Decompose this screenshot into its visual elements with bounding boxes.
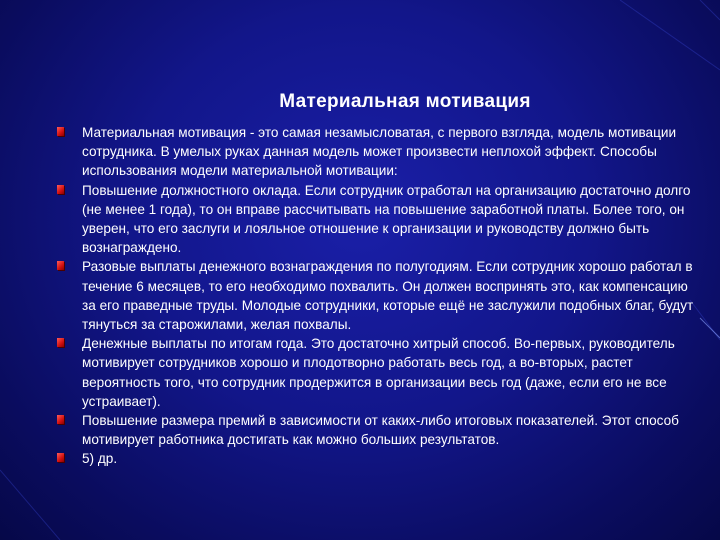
bullet-icon: [57, 453, 64, 462]
list-item: [57, 334, 697, 411]
bullet-icon: [57, 261, 64, 270]
bullet-icon: [57, 415, 64, 424]
list-item-text: Повышение должностного оклада. Если сотрудник отработал на организацию достаточно долго (не менее 1 года), то он вправе рассчитывать на повышение заработной платы. Более того, он уверен, что его заслуги и лояльное отношение к организации и руководству должно быть вознаграждено.: [82, 182, 691, 256]
list-item: [57, 257, 697, 334]
list-item: [57, 411, 697, 449]
list-item-text: Материальная мотивация - это самая незамысловатая, с первого взгляда, модель мотивации сотрудника. В умелых руках данная модель может произвести неплохой эффект. Способы использования модели материальной мотивации:: [82, 125, 677, 179]
slide-title: Материальная мотивация: [279, 91, 531, 112]
list-item-text: Повышение размера премий в зависимости от каких-либо итоговых показателей. Этот способ мотивирует работника достигать как можно больших результатов.: [82, 413, 679, 448]
list-item: [57, 449, 697, 468]
bullet-icon: [57, 338, 64, 347]
list-item: [57, 181, 697, 258]
list-item-text: 5) др.: [82, 451, 118, 467]
bullet-icon: [57, 185, 64, 194]
list-item-text: Денежные выплаты по итогам года. Это достаточно хитрый способ. Во-первых, руководитель мотивирует сотрудников хорошо и плодотворно работать весь год, а во-вторых, растет вероятность того, что сотрудник продержится в организации весь год (даже, если его не все устраивает).: [82, 336, 675, 409]
list-item: [57, 123, 697, 181]
list-item-text: Разовые выплаты денежного вознаграждения по полугодиям. Если сотрудник хорошо работал в течение 6 месяцев, то его необходимо похвалить. Он должен воспринять это, как компенсацию за его праведные труды. Молодые сотрудники, которые ещё не заслужили подобных благ, будут тянуться за старожилами, желая похвалы.: [82, 259, 694, 333]
bullet-icon: [57, 127, 64, 136]
bullet-list: [57, 123, 697, 469]
